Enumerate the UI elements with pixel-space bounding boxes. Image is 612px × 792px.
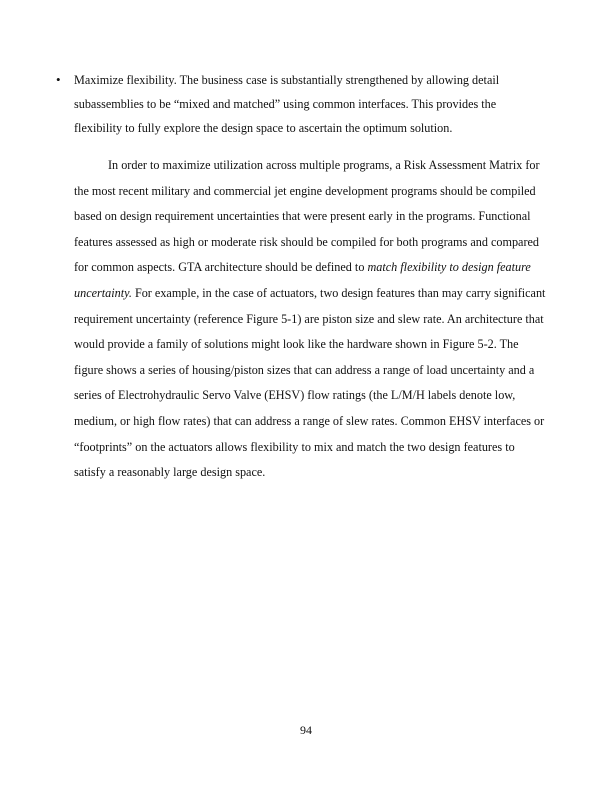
body-paragraph: [74, 153, 546, 486]
paragraph-line-4: features assessed as high or moderate risk should be compiled for both programs and compared: [74, 234, 540, 249]
paragraph-line-8: would provide a family of solutions might look like the hardware shown in Figure 5-2. The: [74, 337, 519, 352]
paragraph-line-2: the most recent military and commercial jet engine development programs should be compiled: [74, 183, 536, 198]
paragraph-line-10: series of Electrohydraulic Servo Valve (EHSV) flow ratings (the L/M/H labels denote low,: [74, 388, 516, 403]
paragraph-line-5-text: for common aspects. GTA architecture should be defined to: [74, 260, 368, 275]
bullet-marker: •: [56, 72, 61, 87]
emphasis-match-flexibility: match flexibility to design feature: [367, 260, 531, 275]
emphasis-uncertainty: uncertainty.: [74, 285, 132, 300]
paragraph-line-11: medium, or high flow rates) that can address a range of slew rates. Common EHSV interfaces or: [74, 413, 545, 428]
bullet-line-2: subassemblies to be “mixed and matched” using common interfaces. This provides the: [74, 97, 497, 111]
paragraph-line-6: [74, 281, 546, 307]
paragraph-line-6-text: For example, in the case of actuators, two design features than may carry significant: [131, 285, 546, 300]
paragraph-line-13: satisfy a reasonably large design space.: [74, 465, 266, 480]
bullet-item-maximize-flexibility: [56, 68, 526, 140]
paragraph-line-5: [74, 255, 531, 281]
paragraph-line-3: based on design requirement uncertainties that were present early in the programs. Functional: [74, 209, 531, 224]
bullet-line-3: flexibility to fully explore the design space to ascertain the optimum solution.: [74, 121, 453, 135]
bullet-line-1: Maximize flexibility. The business case is substantially strengthened by allowing detail: [74, 73, 500, 87]
paragraph-line-9: figure shows a series of housing/piston sizes that can address a range of load uncertainty and a: [74, 362, 535, 377]
paragraph-line-12: “footprints” on the actuators allows flexibility to mix and match the two design features to: [74, 439, 515, 454]
bullet-text: [74, 68, 526, 140]
page-number: 94: [300, 723, 312, 737]
paragraph-line-1: In order to maximize utilization across multiple programs, a Risk Assessment Matrix for: [108, 158, 540, 172]
paragraph-line-7: requirement uncertainty (reference Figure 5-1) are piston size and slew rate. An architecture that: [74, 311, 544, 326]
